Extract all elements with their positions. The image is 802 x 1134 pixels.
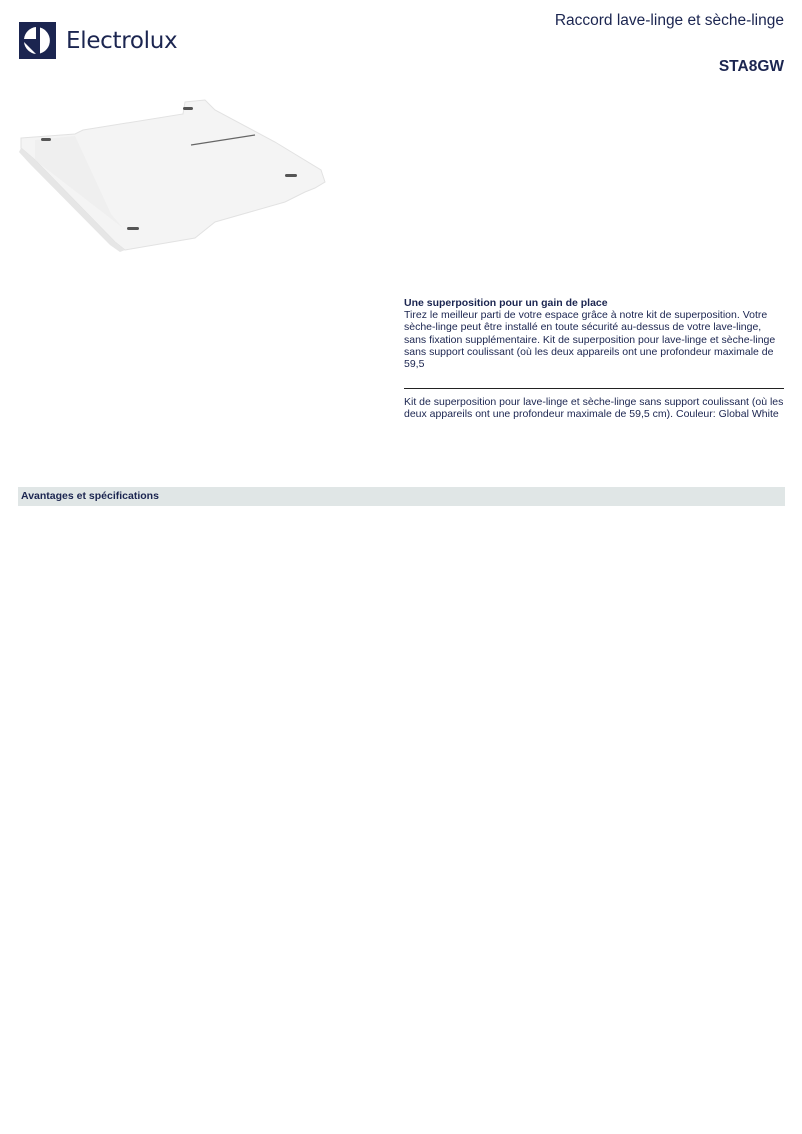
model-number: STA8GW bbox=[718, 58, 784, 75]
description-heading: Une superposition pour un gain de place bbox=[404, 297, 608, 309]
description-body: Tirez le meilleur parti de votre espace grâce à notre kit de superposition. Votre sèche-linge peut être installé en toute sécurité au-dessus de votre lave-linge, sans fixation supplémentaire. Kit de superposition pour lave-linge et sèche-linge sans support coulissant (où les deux appareils ont une profondeur maximale de 59,5 bbox=[404, 309, 776, 371]
section-title: Avantages et spécifications bbox=[21, 490, 159, 502]
divider bbox=[404, 388, 784, 389]
section-header-bar bbox=[18, 487, 785, 506]
product-image bbox=[15, 90, 327, 252]
brand-logo bbox=[19, 22, 177, 59]
electrolux-logo-icon bbox=[19, 22, 56, 59]
product-description bbox=[404, 297, 786, 370]
document-title: Raccord lave-linge et sèche-linge bbox=[554, 12, 784, 29]
product-summary: Kit de superposition pour lave-linge et sèche-linge sans support coulissant (où les deux appareils ont une profondeur maximale de 59,5 cm). Couleur: Global White bbox=[404, 396, 784, 421]
brand-name: Electrolux bbox=[66, 27, 178, 54]
